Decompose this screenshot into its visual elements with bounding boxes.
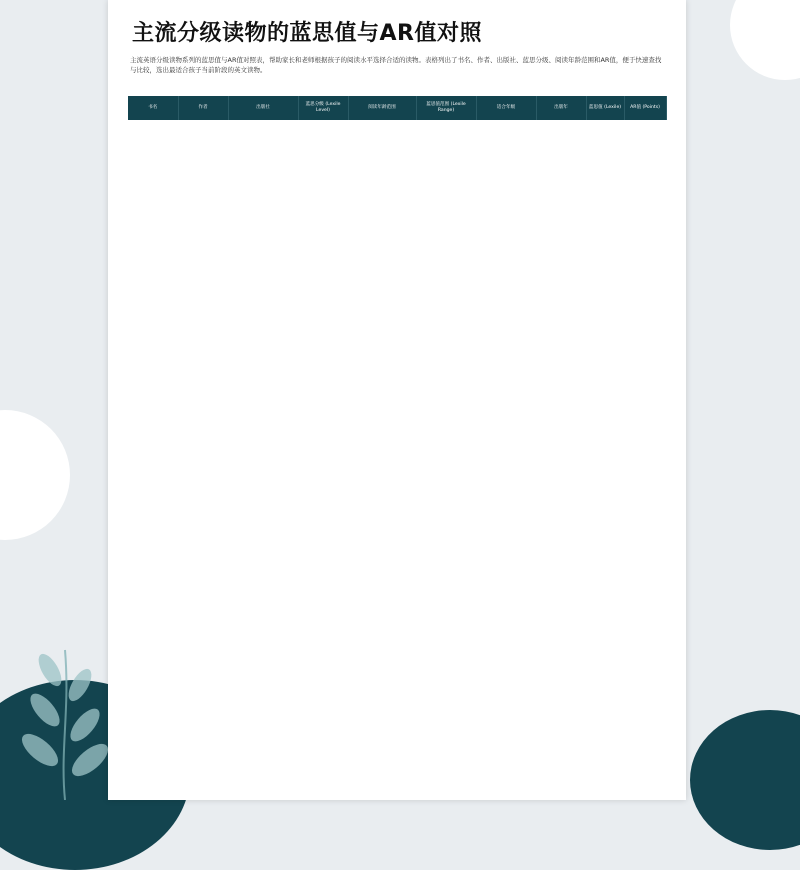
decorative-blob-bottom-right <box>690 710 800 850</box>
col-header-lexile-level: 蓝思分级 (Lexile Level) <box>298 96 348 120</box>
table-header-row <box>128 96 666 120</box>
col-header-author: 作者 <box>178 96 228 120</box>
col-header-age-range: 阅读年龄范围 <box>348 96 416 120</box>
col-header-year: 出版年 <box>536 96 586 120</box>
col-header-lexile-range: 蓝思值范围 (Lexile Range) <box>416 96 476 120</box>
col-header-publisher: 出版社 <box>228 96 298 120</box>
decorative-circle-top-right <box>730 0 800 80</box>
intro-paragraph: 主流英语分级读物系列的蓝思值与AR值对照表，帮助家长和老师根据孩子的阅读水平选择合适的读物。表格列出了书名、作者、出版社、蓝思分级、阅读年龄范围和AR值，便于快速查找与比较，选出最适合孩子当前阶段的英文读物。 <box>130 56 662 74</box>
document-sheet <box>108 0 686 800</box>
col-header-lexile: 蓝思值 (Lexile) <box>586 96 624 120</box>
leaf-illustration-left <box>10 630 120 800</box>
reading-levels-table <box>128 96 667 120</box>
page-title: 主流分级读物的蓝思值与AR值对照 <box>132 21 482 46</box>
col-header-grade: 适合年级 <box>476 96 536 120</box>
col-header-ar: AR值 (Points) <box>624 96 666 120</box>
col-header-title: 书名 <box>128 96 178 120</box>
decorative-circle-left <box>0 410 70 540</box>
